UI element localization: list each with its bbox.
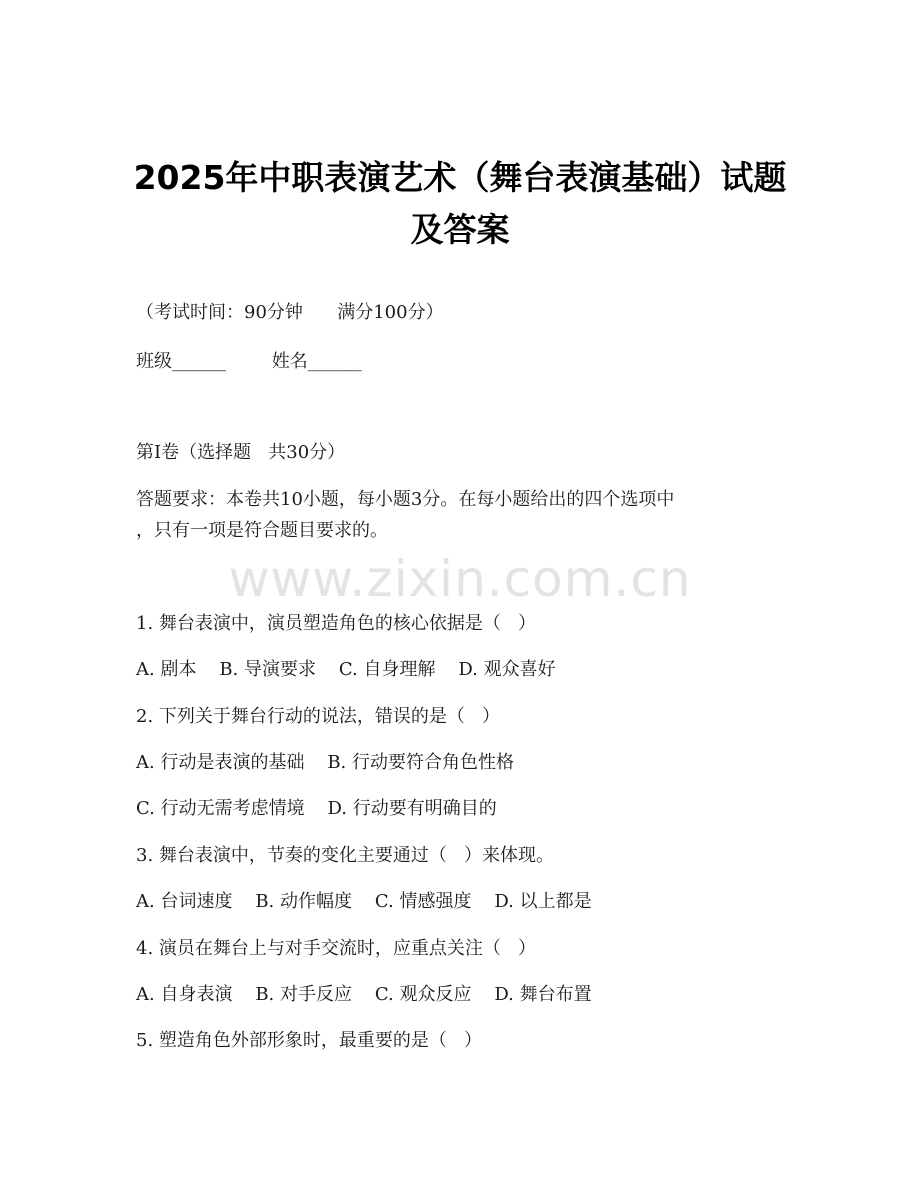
question-stem: 5. 塑造角色外部形象时，最重要的是（ ） <box>136 1030 483 1051</box>
instructions-line2: ，只有一项是符合题目要求的。 <box>136 520 388 541</box>
question-stem: 3. 舞台表演中，节奏的变化主要通过（ ）来体现。 <box>136 845 555 866</box>
document-title-line2: 及答案 <box>410 210 510 249</box>
instructions-line1: 答题要求：本卷共10小题，每小题3分。在每小题给出的四个选项中 <box>136 489 675 510</box>
question-options: A. 台词速度 B. 动作幅度 C. 情感强度 D. 以上都是 <box>136 891 592 912</box>
question-options: A. 剧本 B. 导演要求 C. 自身理解 D. 观众喜好 <box>136 659 556 680</box>
exam-info: （考试时间：90分钟 满分100分） <box>136 302 444 323</box>
watermark: www.zixin.com.cn <box>228 550 692 608</box>
question-stem: 4. 演员在舞台上与对手交流时，应重点关注（ ） <box>136 938 537 959</box>
question-options: A. 自身表演 B. 对手反应 C. 观众反应 D. 舞台布置 <box>136 984 592 1005</box>
section-header: 第Ⅰ卷（选择题 共30分） <box>136 442 346 463</box>
question-options: C. 行动无需考虑情境 D. 行动要有明确目的 <box>136 798 497 819</box>
question-options: A. 行动是表演的基础 B. 行动要符合角色性格 <box>136 752 514 773</box>
question-stem: 2. 下列关于舞台行动的说法，错误的是（ ） <box>136 706 501 727</box>
document-title-line1: 2025年中职表演艺术（舞台表演基础）试题 <box>133 158 787 197</box>
question-stem: 1. 舞台表演中，演员塑造角色的核心依据是（ ） <box>136 613 537 634</box>
student-fields: 班级______ 姓名______ <box>136 351 362 372</box>
